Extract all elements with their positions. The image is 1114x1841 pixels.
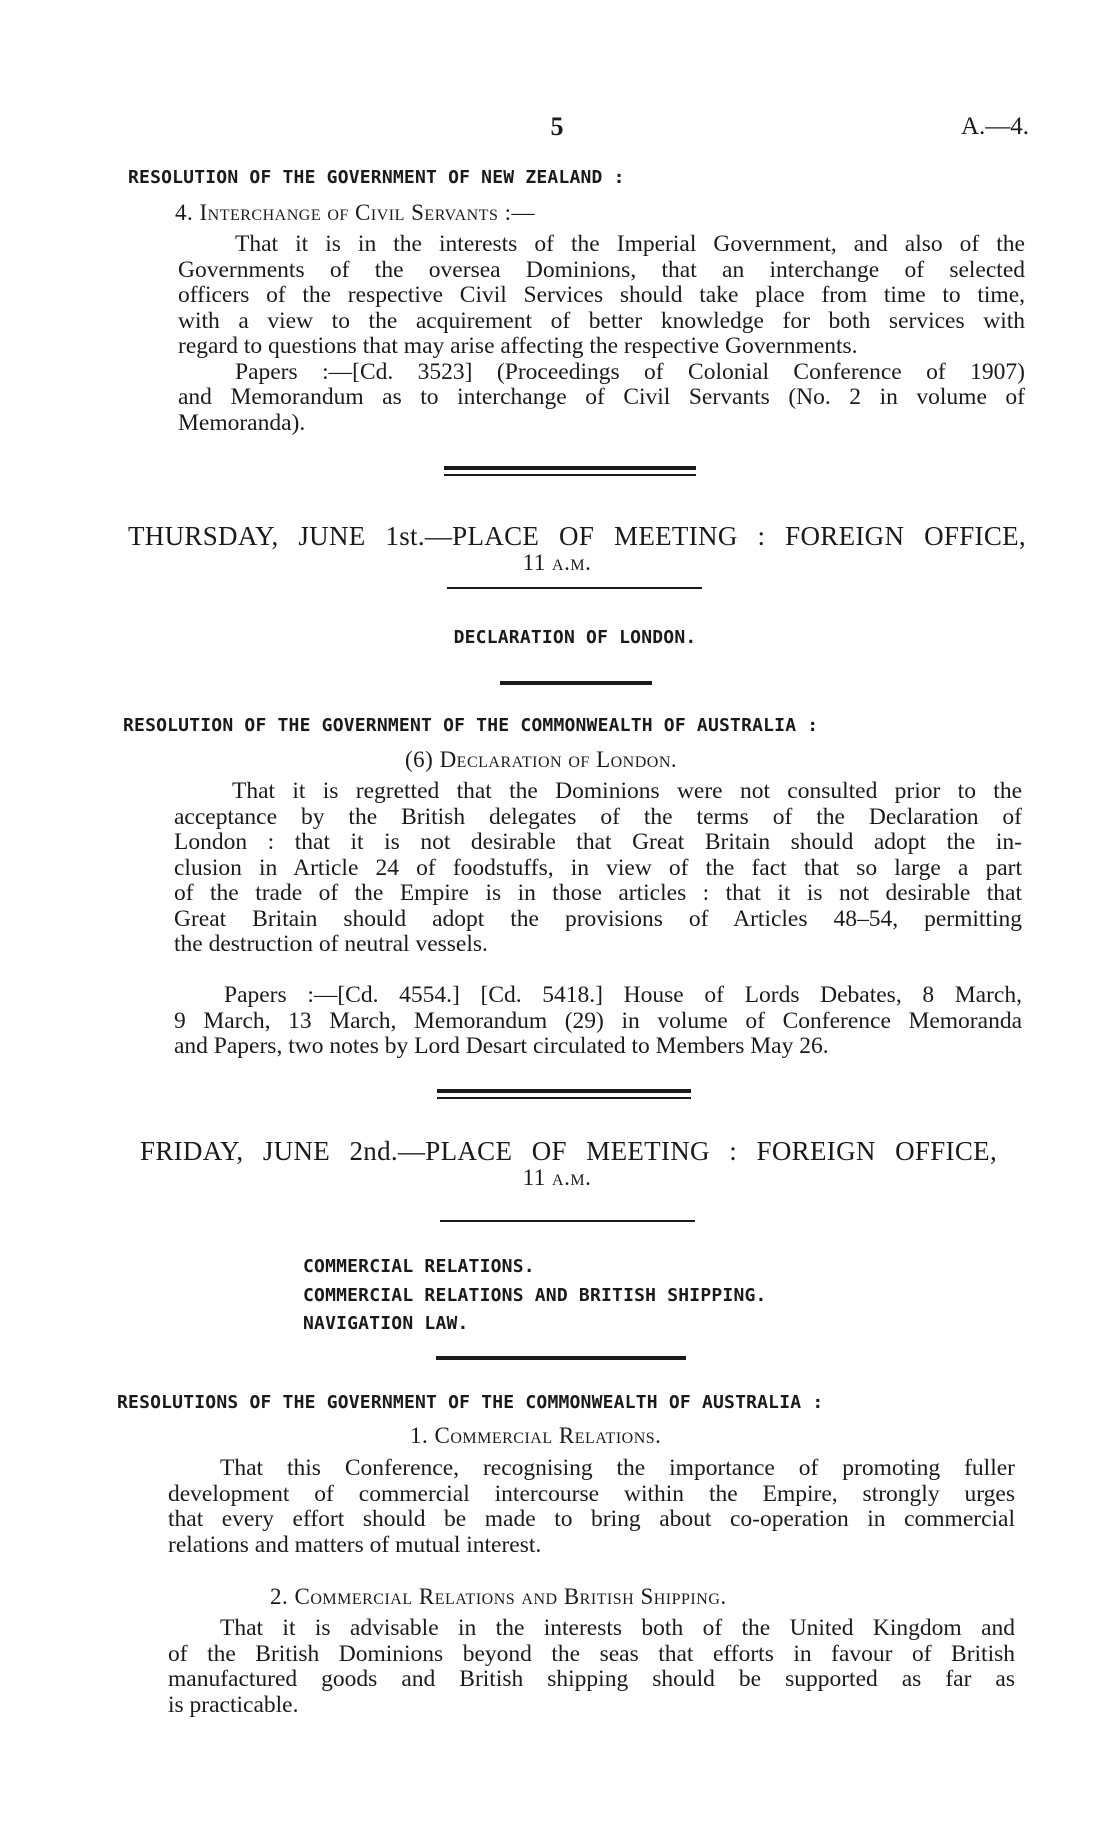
- aus-item2-body: [168, 1616, 1015, 1718]
- section-divider: [447, 587, 702, 589]
- papers-line: Papers :—[Cd. 4554.] [Cd. 5418.] House of Lords Debates, 8 March,: [224, 982, 1022, 1008]
- thursday-subject: DECLARATION OF LONDON.: [453, 627, 697, 648]
- body-line: officers of the respective Civil Services should take place from time to time,: [178, 282, 1025, 308]
- papers-line: and Papers, two notes by Lord Desart circulated to Members May 26.: [174, 1033, 829, 1059]
- body-line: London : that it is not desirable that Great Britain should adopt the in-: [174, 829, 1022, 855]
- friday-meeting-time: 11 a.m.: [522, 1165, 592, 1190]
- body-line: with a view to the acquirement of better knowledge for both services with: [178, 307, 1025, 334]
- body-line: of the trade of the Empire is in those articles : that it is not desirable that: [174, 880, 1022, 906]
- body-line: of the British Dominions beyond the seas that efforts in favour of British: [168, 1640, 1015, 1667]
- section-divider: [500, 681, 652, 685]
- body-line: is practicable.: [168, 1691, 299, 1718]
- aus-item-title: (6) Declaration of London.: [405, 747, 678, 772]
- page-number: 5: [550, 112, 564, 141]
- section-divider: [437, 1089, 691, 1093]
- friday-subject-3: NAVIGATION LAW.: [303, 1313, 469, 1334]
- papers-line: and Memorandum as to interchange of Civil Servants (No. 2 in volume of: [178, 384, 1025, 410]
- aus-resolution-heading: RESOLUTION OF THE GOVERNMENT OF THE COMMONWEALTH OF AUSTRALIA :: [123, 715, 819, 736]
- body-line: regard to questions that may arise affecting the respective Governments.: [178, 333, 858, 359]
- body-line: the destruction of neutral vessels.: [174, 931, 488, 957]
- body-line: clusion in Article 24 of foodstuffs, in view of the fact that so large a part: [174, 854, 1022, 881]
- section-divider: [437, 1097, 691, 1099]
- body-line: development of commercial intercourse within the Empire, strongly urges: [168, 1480, 1015, 1507]
- aus-papers: [174, 983, 1022, 1060]
- nz-item-title: 4. Interchange of Civil Servants :—: [175, 200, 535, 225]
- body-line: acceptance by the British delegates of the terms of the Declaration of: [174, 803, 1022, 830]
- thursday-meeting-line: THURSDAY, JUNE 1st.—PLACE OF MEETING : FOREIGN OFFICE,: [128, 521, 1026, 551]
- body-line: that every effort should be made to bring about co-operation in commercial: [168, 1506, 1015, 1532]
- section-divider: [440, 1220, 695, 1222]
- nz-resolution-heading: RESOLUTION OF THE GOVERNMENT OF NEW ZEALAND :: [128, 167, 625, 188]
- body-line: That it is advisable in the interests both of the United Kingdom and: [220, 1615, 1015, 1641]
- aus-item2-title: 2. Commercial Relations and British Shipping.: [270, 1584, 727, 1609]
- aus-resolution-body: [174, 779, 1022, 958]
- thursday-meeting-time: 11 a.m.: [522, 550, 592, 575]
- aus-item1-body: [168, 1456, 1015, 1558]
- aus-resolutions-heading: RESOLUTIONS OF THE GOVERNMENT OF THE COMMONWEALTH OF AUSTRALIA :: [117, 1392, 824, 1413]
- papers-line: Papers :—[Cd. 3523] (Proceedings of Colonial Conference of 1907): [235, 358, 1025, 385]
- friday-subject-1: COMMERCIAL RELATIONS.: [303, 1256, 535, 1277]
- body-line: That this Conference, recognising the importance of promoting fuller: [220, 1455, 1015, 1481]
- friday-subject-2: COMMERCIAL RELATIONS AND BRITISH SHIPPING.: [303, 1285, 767, 1306]
- aus-item1-title: 1. Commercial Relations.: [410, 1423, 662, 1448]
- body-line: Governments of the oversea Dominions, that an interchange of selected: [178, 256, 1025, 283]
- section-divider: [444, 466, 696, 470]
- nz-resolution-body: [178, 232, 1025, 436]
- body-line: That it is regretted that the Dominions were not consulted prior to the: [232, 778, 1022, 804]
- papers-line: 9 March, 13 March, Memorandum (29) in volume of Conference Memoranda: [174, 1007, 1022, 1034]
- body-line: That it is in the interests of the Imperial Government, and also of the: [235, 231, 1025, 257]
- body-line: Great Britain should adopt the provisions of Articles 48–54, permitting: [174, 905, 1022, 932]
- section-divider: [444, 474, 696, 476]
- section-divider: [436, 1356, 686, 1360]
- document-reference: A.—4.: [960, 113, 1029, 140]
- papers-line: Memoranda).: [178, 409, 306, 436]
- friday-meeting-line: FRIDAY, JUNE 2nd.—PLACE OF MEETING : FOREIGN OFFICE,: [140, 1136, 997, 1166]
- body-line: manufactured goods and British shipping should be supported as far as: [168, 1666, 1015, 1692]
- body-line: relations and matters of mutual interest.: [168, 1531, 542, 1558]
